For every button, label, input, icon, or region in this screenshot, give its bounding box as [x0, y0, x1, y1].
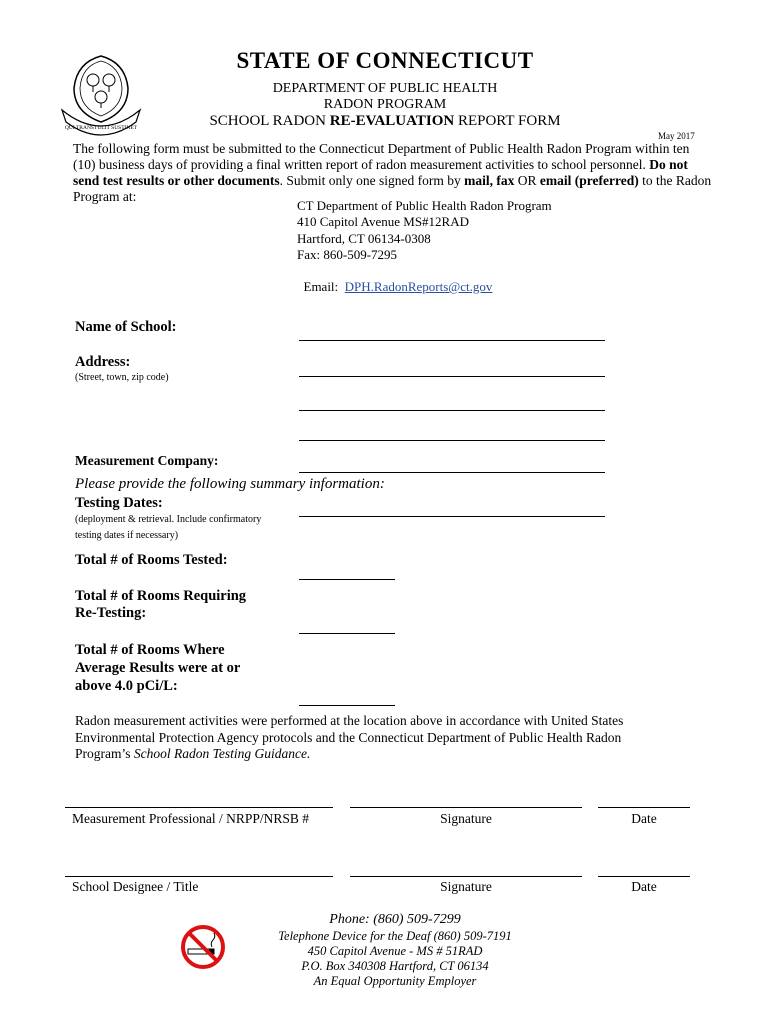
testing-dates-line[interactable] — [299, 516, 605, 517]
intro-line-3d: OR — [514, 173, 540, 188]
label-school-name: Name of School: — [75, 319, 177, 335]
no-smoking-icon — [179, 923, 227, 971]
contact-fax: Fax: 860-509-7295 — [297, 247, 398, 262]
address-line-2[interactable] — [299, 410, 605, 411]
footer-po-box: P.O. Box 340308 Hartford, CT 06134 — [301, 959, 489, 973]
form-title-pre: SCHOOL RADON — [209, 113, 330, 129]
contact-email-row — [297, 263, 492, 295]
label-rooms-retest-2: Re-Testing: — [75, 605, 147, 621]
label-rooms-retest-1: Total # of Rooms Requiring — [75, 588, 247, 604]
rooms-above-line[interactable] — [299, 705, 395, 706]
label-date-2: Date — [631, 879, 657, 894]
footer-phone: Phone: (860) 509-7299 — [329, 912, 461, 927]
intro-line-2 — [73, 157, 688, 173]
measurement-company-line[interactable] — [299, 472, 605, 473]
label-date-1: Date — [631, 811, 657, 826]
statement-guidance-title: School Radon Testing Guidance. — [133, 746, 311, 761]
intro-line-1: The following form must be submitted to the Connecticut Department of Public Health Radon Program within ten — [73, 141, 690, 156]
intro-do-not: Do not — [649, 157, 688, 172]
contact-city: Hartford, CT 06134-0308 — [297, 231, 431, 246]
form-title-bold: RE-EVALUATION — [329, 113, 455, 129]
statement-line-3 — [75, 746, 310, 762]
program-name: RADON PROGRAM — [323, 97, 447, 112]
signature-1-line[interactable] — [350, 807, 582, 808]
label-signature-2: Signature — [440, 879, 492, 894]
address-hint: (Street, town, zip code) — [75, 372, 169, 383]
footer-eoe: An Equal Opportunity Employer — [313, 974, 477, 988]
intro-line-3 — [73, 173, 711, 189]
designee-line[interactable] — [65, 876, 333, 877]
statement-line-2: Environmental Protection Agency protocols and the Connecticut Department of Public Health Radon — [75, 730, 622, 745]
intro-line-3f: to the Radon — [638, 173, 712, 188]
contact-street: 410 Capitol Avenue MS#12RAD — [297, 214, 470, 229]
contact-email-label: Email: — [303, 279, 345, 294]
label-measurement-company: Measurement Company: — [75, 453, 219, 468]
intro-line-4: Program at: — [73, 189, 137, 204]
intro-line-3a: send test results or other documents — [73, 173, 280, 188]
label-rooms-above-2: Average Results were at or — [75, 660, 241, 676]
form-title — [0, 113, 770, 130]
school-name-line[interactable] — [299, 340, 605, 341]
intro-line-3c: mail, fax — [464, 173, 515, 188]
state-title: STATE OF CONNECTICUT — [236, 48, 534, 73]
contact-email-link[interactable]: DPH.RadonReports@ct.gov — [344, 279, 493, 294]
intro-line-2a: (10) business days of providing a final written report of radon measurement activities to school personnel. — [73, 157, 650, 172]
rooms-tested-line[interactable] — [299, 579, 395, 580]
statement-line-3a: Program’s — [75, 746, 134, 761]
address-line-1[interactable] — [299, 376, 605, 377]
footer-address: 450 Capitol Avenue - MS # 51RAD — [307, 944, 483, 958]
label-signature-1: Signature — [440, 811, 492, 826]
intro-line-3b: . Submit only one signed form by — [279, 173, 465, 188]
label-address: Address: — [75, 354, 131, 370]
label-school-designee: School Designee / Title — [72, 879, 199, 894]
svg-text:QUI TRANSTULIT SUSTINET: QUI TRANSTULIT SUSTINET — [64, 125, 138, 131]
label-rooms-tested: Total # of Rooms Tested: — [75, 552, 228, 568]
date-2-line[interactable] — [598, 876, 690, 877]
professional-line[interactable] — [65, 807, 333, 808]
rooms-retest-line[interactable] — [299, 633, 395, 634]
signature-2-line[interactable] — [350, 876, 582, 877]
statement-line-1: Radon measurement activities were performed at the location above in accordance with United States — [75, 713, 624, 728]
label-measurement-professional: Measurement Professional / NRPP/NRSB # — [72, 811, 310, 826]
intro-line-3e: email (preferred) — [539, 173, 639, 188]
label-rooms-above-3: above 4.0 pCi/L: — [75, 678, 178, 694]
department-name: DEPARTMENT OF PUBLIC HEALTH — [272, 81, 498, 96]
address-line-3[interactable] — [299, 440, 605, 441]
form-date: May 2017 — [658, 131, 695, 141]
form-title-post: REPORT FORM — [454, 113, 561, 129]
testing-dates-hint-2: testing dates if necessary) — [75, 530, 179, 541]
label-testing-dates: Testing Dates: — [75, 495, 163, 511]
summary-prompt: Please provide the following summary information: — [75, 476, 385, 492]
testing-dates-hint-1: (deployment & retrieval. Include confirmatory — [75, 514, 262, 525]
contact-org: CT Department of Public Health Radon Program — [297, 198, 552, 213]
date-1-line[interactable] — [598, 807, 690, 808]
footer-tdd: Telephone Device for the Deaf (860) 509-7191 — [278, 929, 512, 943]
label-rooms-above-1: Total # of Rooms Where — [75, 642, 225, 658]
